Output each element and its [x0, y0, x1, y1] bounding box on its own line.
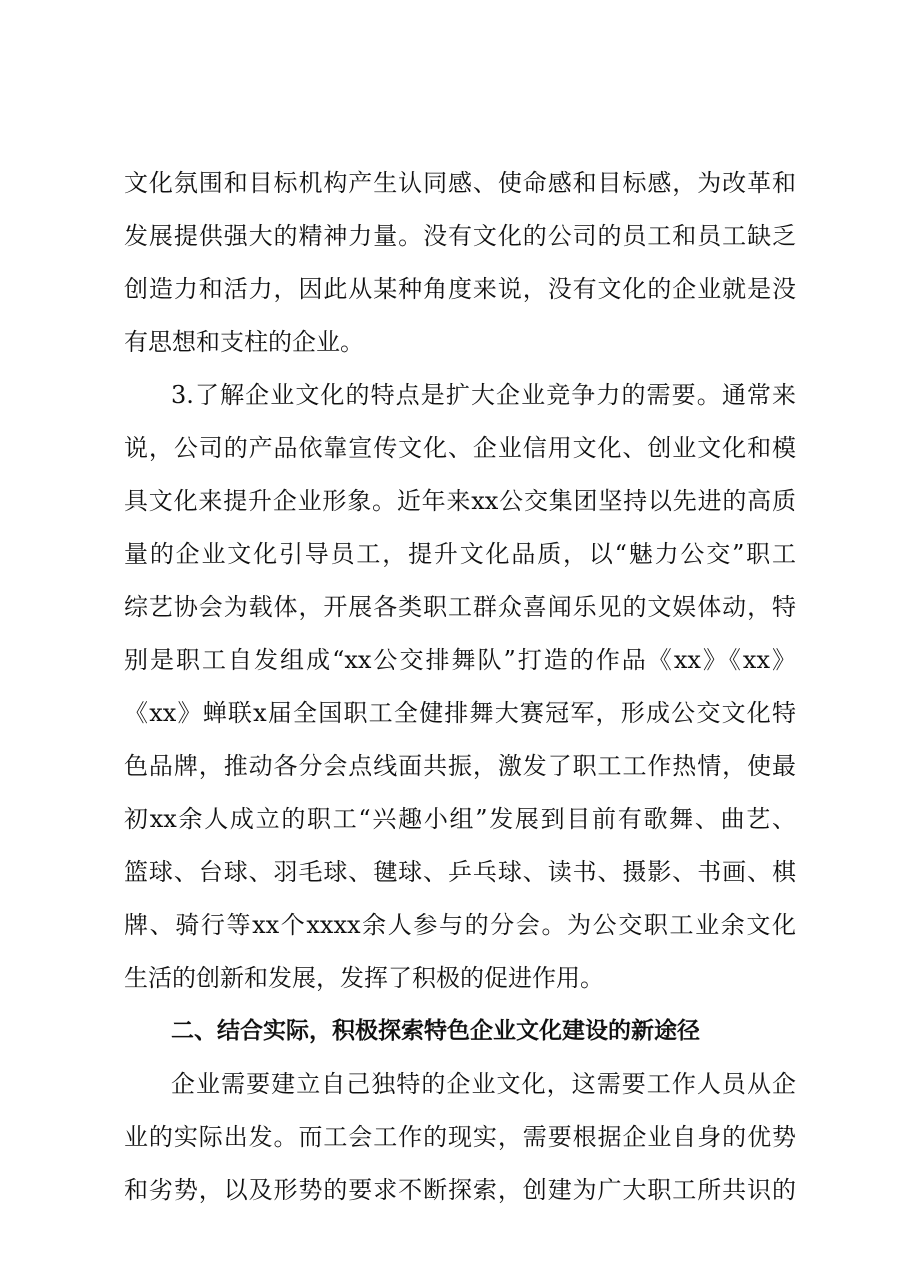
paragraph-1-line-3: 创造力和活力，因此从某种角度来说，没有文化的企业就是没 [124, 275, 796, 303]
paragraph-3-line-3: 和劣势，以及形势的要求不断探索，创建为广大职工所共识的 [124, 1176, 796, 1204]
paragraph-2-line-8: 色品牌，推动各分会点线面共振，激发了职工工作热情，使最 [124, 752, 796, 780]
paragraph-1-line-1: 文化氛围和目标机构产生认同感、使命感和目标感，为改革和 [124, 169, 796, 197]
paragraph-2-line-3: 具文化来提升企业形象。近年来xx公交集团坚持以先进的高质 [124, 487, 796, 515]
paragraph-2-line-5: 综艺协会为载体，开展各类职工群众喜闻乐见的文娱体动，特 [124, 593, 796, 621]
section-heading: 二、结合实际，积极探索特色企业文化建设的新途径 [171, 1018, 700, 1044]
paragraph-2-line-10: 篮球、台球、羽毛球、毽球、乒乓球、读书、摄影、书画、棋 [124, 858, 796, 886]
paragraph-1-line-4: 有思想和支柱的企业。 [124, 328, 364, 356]
paragraph-2-line-2: 说，公司的产品依靠宣传文化、企业信用文化、创业文化和模 [124, 434, 796, 462]
paragraph-2-line-7: 《xx》蝉联x届全国职工全健排舞大赛冠军，形成公交文化特 [124, 699, 796, 727]
paragraph-2-line-1: 3.了解企业文化的特点是扩大企业竞争力的需要。通常来 [171, 381, 796, 409]
paragraph-1-line-2: 发展提供强大的精神力量。没有文化的公司的员工和员工缺乏 [124, 222, 796, 250]
paragraph-2-line-12: 生活的创新和发展，发挥了积极的促进作用。 [124, 964, 604, 992]
paragraph-2-line-9: 初xx余人成立的职工“兴趣小组”发展到目前有歌舞、曲艺、 [124, 805, 796, 833]
paragraph-2-line-11: 牌、骑行等xx个xxxx余人参与的分会。为公交职工业余文化 [124, 911, 796, 939]
paragraph-2-line-4: 量的企业文化引导员工，提升文化品质，以“魅力公交”职工 [124, 540, 796, 568]
paragraph-2-line-6: 别是职工自发组成“xx公交排舞队”打造的作品《xx》《xx》 [124, 646, 796, 674]
paragraph-3-line-2: 业的实际出发。而工会工作的现实，需要根据企业自身的优势 [124, 1123, 796, 1151]
paragraph-3-line-1: 企业需要建立自己独特的企业文化，这需要工作人员从企 [171, 1070, 796, 1098]
